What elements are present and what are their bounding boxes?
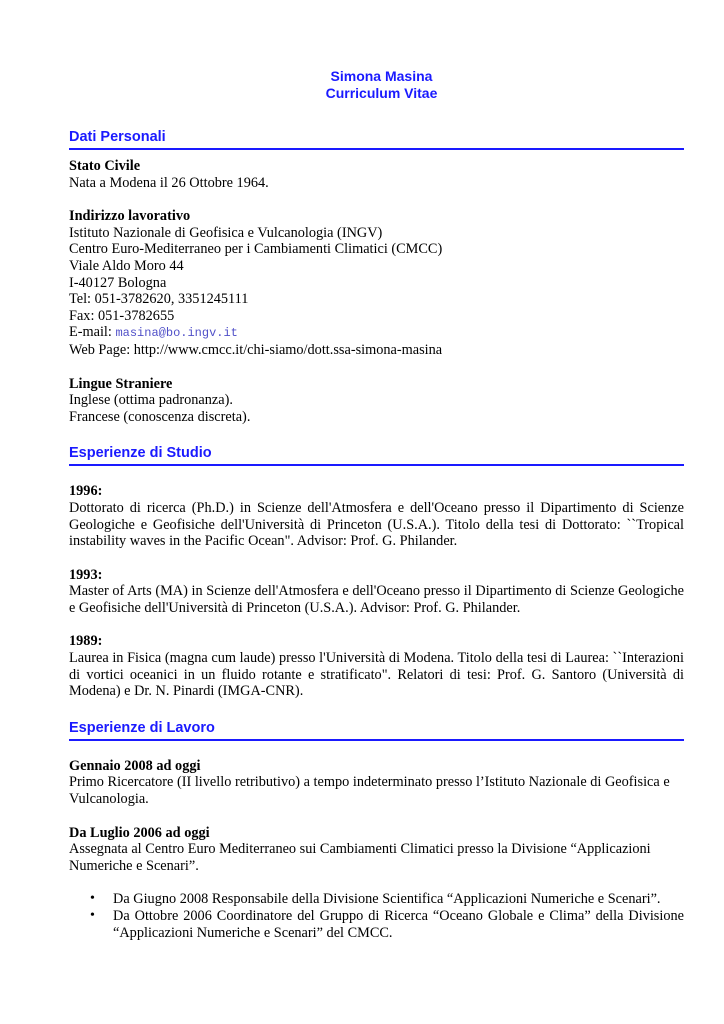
address-line: Istituto Nazionale di Geofisica e Vulcanologia (INGV) <box>69 224 383 241</box>
work-entry <box>69 825 684 942</box>
address-line: Centro Euro-Mediterraneo per i Cambiamenti Climatici (CMCC) <box>69 241 443 258</box>
email-label: E-mail: <box>69 324 116 341</box>
languages-block <box>69 376 684 426</box>
section-heading-personal: Dati Personali <box>69 129 684 150</box>
work-text: Assegnata al Centro Euro Mediterraneo sui Cambiamenti Climatici presso la Divisione “Applicazioni Numeriche e Scenari”. <box>69 841 651 874</box>
phone-line: Tel: 051-3782620, 3351245111 <box>69 291 249 308</box>
address-line: Viale Aldo Moro 44 <box>69 257 184 274</box>
work-period: Gennaio 2008 ad oggi <box>69 757 201 774</box>
study-text: Dottorato di ricerca (Ph.D.) in Scienze dell'Atmosfera e dell'Oceano presso il Dipartimento di Scienze Geologiche e Geofisiche dell'Università di Princeton (U.S.A.). Titolo della tesi di Dottorato: ``Tropical instability waves in the Pacific Ocean". Advisor: Prof. G. Philander. <box>69 499 684 550</box>
web-page-line: Web Page: http://www.cmcc.it/chi-siamo/dott.ssa-simona-masina <box>69 341 443 358</box>
work-bullet-item: • Da Giugno 2008 Responsabile della Divisione Scientifica “Applicazioni Numeriche e Scenari”. <box>113 891 684 908</box>
document-title <box>69 68 684 102</box>
author-name: Simona Masina <box>330 68 433 84</box>
study-text: Master of Arts (MA) in Scienze dell'Atmosfera e dell'Oceano presso il Dipartimento di Scienze Geologiche e Geofisiche dell'Università di Princeton (U.S.A.). Advisor: Prof. G. Philander. <box>69 583 684 616</box>
work-address-block <box>69 208 684 358</box>
language-item: Inglese (ottima padronanza). <box>69 392 233 409</box>
email-line <box>69 324 684 342</box>
civil-status-block <box>69 158 684 191</box>
work-text: Primo Ricercatore (II livello retributivo) a tempo indeterminato presso l’Istituto Nazionale di Geofisica e Vulcanologia. <box>69 774 670 808</box>
address-line: I-40127 Bologna <box>69 274 167 291</box>
study-year: 1989: <box>69 633 103 650</box>
study-text: Laurea in Fisica (magna cum laude) presso l'Università di Modena. Titolo della tesi di Laurea: ``Interazioni di vortici oceanici in un fluido rotante e stratificato". Relatori di tesi: Prof. G. Santoro (Università di Modena) e Dr. N. Pinardi (IMGA-CNR). <box>69 650 684 700</box>
work-bullet-list <box>69 891 684 941</box>
work-address-label: Indirizzo lavorativo <box>69 208 191 225</box>
section-heading-studies: Esperienze di Studio <box>69 445 684 466</box>
section-heading-work: Esperienze di Lavoro <box>69 720 684 741</box>
study-entry <box>69 633 684 699</box>
work-entry <box>69 758 684 808</box>
work-bullet-item: • Da Ottobre 2006 Coordinatore del Gruppo di Ricerca “Oceano Globale e Clima” della Divisione “Applicazioni Numeriche e Scenari” del CMCC. <box>113 908 684 941</box>
study-entry <box>69 483 684 549</box>
fax-line: Fax: 051-3782655 <box>69 307 175 324</box>
study-entry <box>69 567 684 617</box>
civil-status-label: Stato Civile <box>69 158 141 174</box>
email-link[interactable]: masina@bo.ingv.it <box>115 326 238 341</box>
languages-label: Lingue Straniere <box>69 375 173 392</box>
language-item: Francese (conoscenza discreta). <box>69 408 251 425</box>
civil-status-text: Nata a Modena il 26 Ottobre 1964. <box>69 174 269 191</box>
work-period: Da Luglio 2006 ad oggi <box>69 824 210 841</box>
study-year: 1996: <box>69 483 103 500</box>
study-year: 1993: <box>69 566 103 583</box>
document-subtitle: Curriculum Vitae <box>325 85 438 101</box>
